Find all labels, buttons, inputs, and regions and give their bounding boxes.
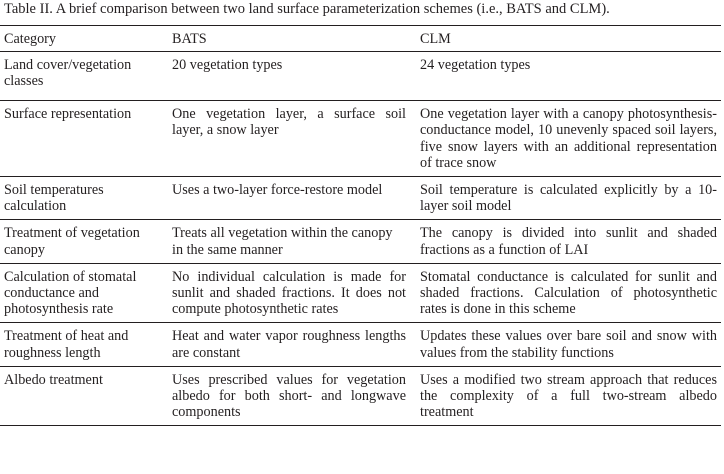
table-row xyxy=(0,220,721,263)
comparison-table xyxy=(0,25,721,426)
table-body xyxy=(0,52,721,426)
clm-cell: Stomatal conductance is calculated for sunlit and shaded fractions. Calculation of photosynthetic rates is done in this scheme xyxy=(420,268,717,318)
bats-cell: Heat and water vapor roughness lengths are constant xyxy=(172,328,406,361)
header-category: Category xyxy=(4,31,57,47)
category-cell: Land cover/vegetation classes xyxy=(4,57,132,90)
table-row xyxy=(0,101,721,177)
bats-cell: No individual calculation is made for sunlit and shaded fractions. It does not compute photosynthetic rates xyxy=(172,268,406,318)
category-cell: Treatment of heat and roughness length xyxy=(4,328,129,361)
table-row xyxy=(0,177,721,220)
bats-cell: 20 vegetation types xyxy=(172,57,283,74)
category-cell: Albedo treatment xyxy=(4,371,103,388)
header-bats: BATS xyxy=(172,31,207,47)
category-cell: Calculation of stomatal conductance and photosynthesis rate xyxy=(4,268,137,318)
category-cell: Treatment of vegetation canopy xyxy=(4,225,140,258)
clm-cell: 24 vegetation types xyxy=(420,57,531,74)
table-row xyxy=(0,366,721,426)
bats-cell: Treats all vegetation within the canopy in the same manner xyxy=(172,225,393,258)
table-header xyxy=(0,26,721,52)
table-caption: Table II. A brief comparison between two land surface parameterization schemes (i.e., BATS and CLM). xyxy=(4,1,610,17)
bats-cell: One vegetation layer, a surface soil layer, a snow layer xyxy=(172,106,406,139)
clm-cell: The canopy is divided into sunlit and shaded fractions as a function of LAI xyxy=(420,225,717,258)
table-row xyxy=(0,263,721,323)
clm-cell: One vegetation layer with a canopy photosynthesis-conductance model, 10 unevenly spaced soil layers, five snow layers with an additional representation of trace snow xyxy=(420,106,717,171)
clm-cell: Uses a modified two stream approach that reduces the complexity of a full two-stream albedo treatment xyxy=(420,371,717,421)
bats-cell: Uses a two-layer force-restore model xyxy=(172,182,383,199)
clm-cell: Updates these values over bare soil and snow with values from the stability functions xyxy=(420,328,717,361)
category-cell: Soil temperatures calculation xyxy=(4,182,104,215)
header-clm: CLM xyxy=(420,31,451,47)
table-row xyxy=(0,52,721,101)
bats-cell: Uses prescribed values for vegetation albedo for both short- and longwave components xyxy=(172,371,406,421)
table-row xyxy=(0,323,721,366)
clm-cell: Soil temperature is calculated explicitly by a 10-layer soil model xyxy=(420,182,717,215)
header-row xyxy=(0,26,721,52)
category-cell: Surface representation xyxy=(4,106,132,123)
